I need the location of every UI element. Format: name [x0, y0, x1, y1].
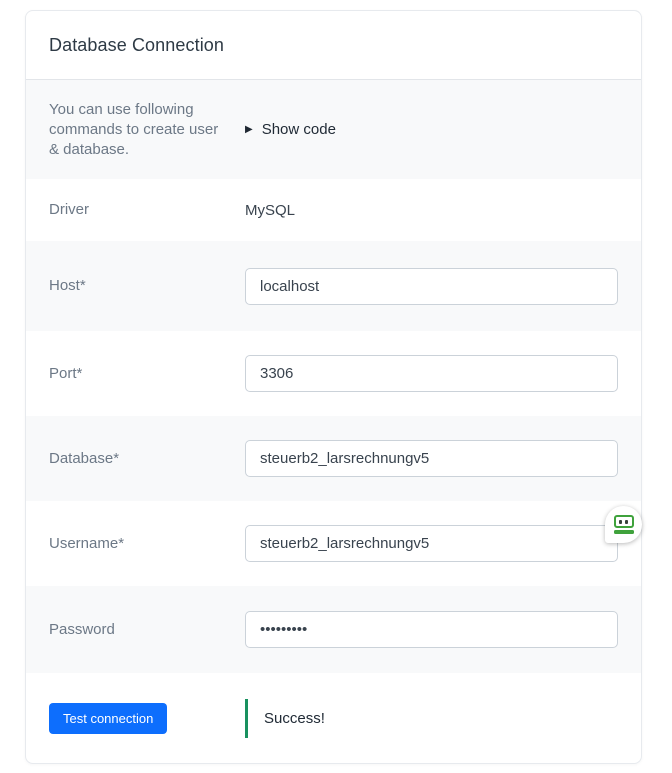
footer-row — [26, 673, 641, 763]
username-row — [26, 501, 641, 586]
password-row — [26, 586, 641, 673]
username-input[interactable] — [245, 525, 618, 562]
roboform-robot-mouth — [614, 530, 634, 534]
status-badge — [245, 699, 325, 738]
database-row — [26, 416, 641, 501]
info-description: You can use following commands to create user & database. — [49, 100, 219, 158]
port-input[interactable] — [245, 355, 618, 392]
username-label: Username* — [49, 534, 125, 552]
roboform-extension-icon[interactable] — [605, 506, 642, 543]
password-label: Password — [49, 620, 115, 638]
test-connection-button[interactable]: Test connection — [49, 703, 167, 734]
port-row — [26, 331, 641, 416]
status-message: Success! — [264, 709, 325, 727]
page-title: Database Connection — [49, 34, 225, 55]
database-connection-card — [25, 10, 642, 764]
driver-label: Driver — [49, 201, 89, 218]
info-row — [26, 80, 641, 179]
driver-row — [26, 179, 641, 241]
host-input[interactable] — [245, 268, 618, 305]
info-text-col — [49, 100, 245, 160]
password-input[interactable] — [245, 611, 618, 648]
port-label: Port* — [49, 364, 83, 382]
host-label: Host* — [49, 277, 86, 294]
database-label: Database* — [49, 449, 120, 467]
disclosure-triangle-icon: ▶ — [245, 123, 253, 135]
host-row — [26, 241, 641, 331]
roboform-robot-face-icon — [614, 515, 634, 528]
card-header — [26, 11, 641, 80]
driver-value: MySQL — [245, 201, 296, 219]
roboform-eye-left — [619, 520, 623, 524]
show-code-label: Show code — [261, 121, 336, 138]
database-input[interactable] — [245, 440, 618, 477]
roboform-eye-right — [625, 520, 629, 524]
show-code-toggle[interactable] — [245, 121, 336, 138]
